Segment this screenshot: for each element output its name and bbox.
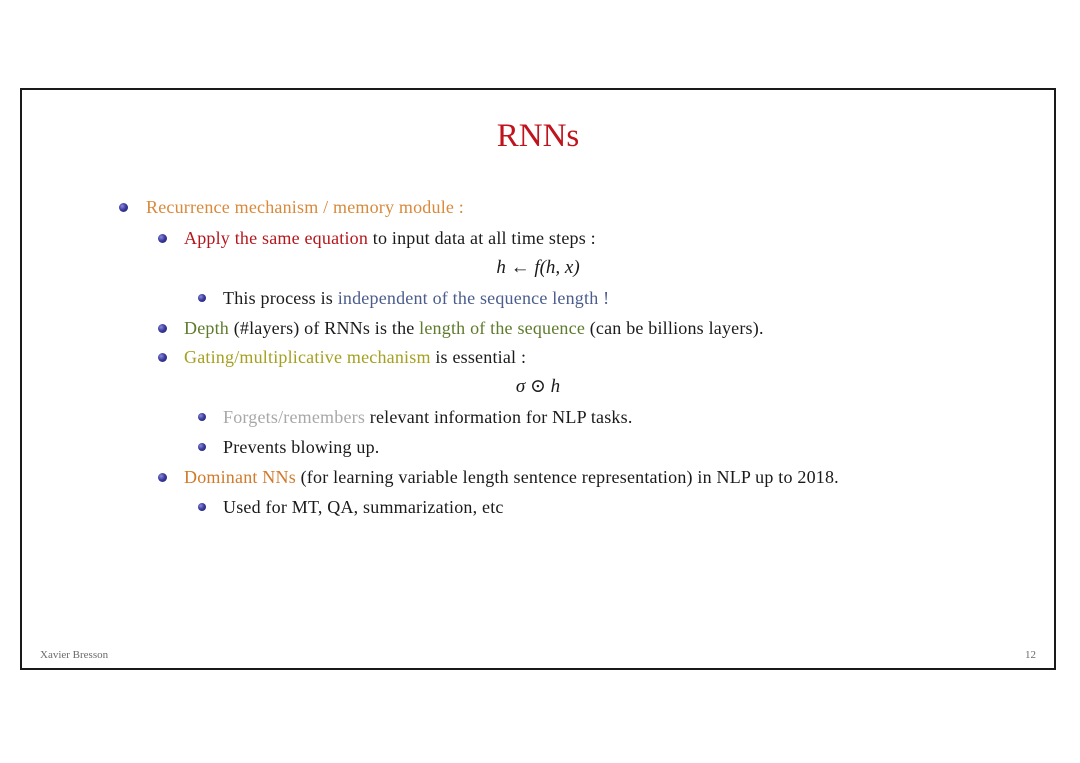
footer-author: Xavier Bresson [40,649,109,661]
list-item-independent [223,287,609,309]
list-item-used-for [223,496,504,518]
list-item-gating [184,346,526,368]
bullet-icon [198,443,206,451]
bullet-icon [158,473,167,482]
bullet-icon [198,413,206,421]
bullet-icon [158,234,167,243]
list-item-forgets [223,406,633,428]
list-item-apply-equation [184,227,596,249]
list-item-prevents [223,436,380,458]
slide-frame [20,88,1056,670]
length-highlight: length of the sequence [419,318,586,338]
slide-title: RNNs [496,118,580,154]
bullet-icon [198,294,206,302]
list-item-dominant [184,466,839,488]
apply-equation-highlight: Apply the same equation [184,228,369,248]
footer-page-number: 12 [1025,649,1036,661]
gating-rest: is essential : [430,347,527,367]
bullet-icon [119,203,128,212]
dominant-rest: (for learning variable length sentence representation) in NLP up to 2018. [295,467,839,487]
used-for-text: Used for MT, QA, summarization, etc [223,497,504,517]
apply-equation-rest: to input data at all time steps : [368,228,596,248]
depth-rest: (can be billions layers). [585,318,764,338]
prevents-text: Prevents blowing up. [223,437,380,457]
forgets-highlight: Forgets/remembers [223,407,366,427]
list-item-depth [184,317,764,339]
independent-highlight: independent of the sequence length ! [337,288,610,308]
forgets-rest: relevant information for NLP tasks. [365,407,633,427]
dominant-highlight: Dominant NNs [184,467,296,487]
recurrence-text: Recurrence mechanism / memory module : [146,197,464,217]
gating-highlight: Gating/multiplicative mechanism [184,347,431,367]
equation-update: h ← f(h, x) [496,257,580,278]
equation-gating: σ ⊙ h [515,376,561,397]
depth-middle: (#layers) of RNNs is the [229,318,420,338]
bullet-icon [158,324,167,333]
list-item-recurrence [146,196,464,218]
bullet-icon [198,503,206,511]
independent-prefix: This process is [223,288,338,308]
bullet-icon [158,353,167,362]
depth-highlight: Depth [184,318,229,338]
slide-content [22,90,1054,668]
